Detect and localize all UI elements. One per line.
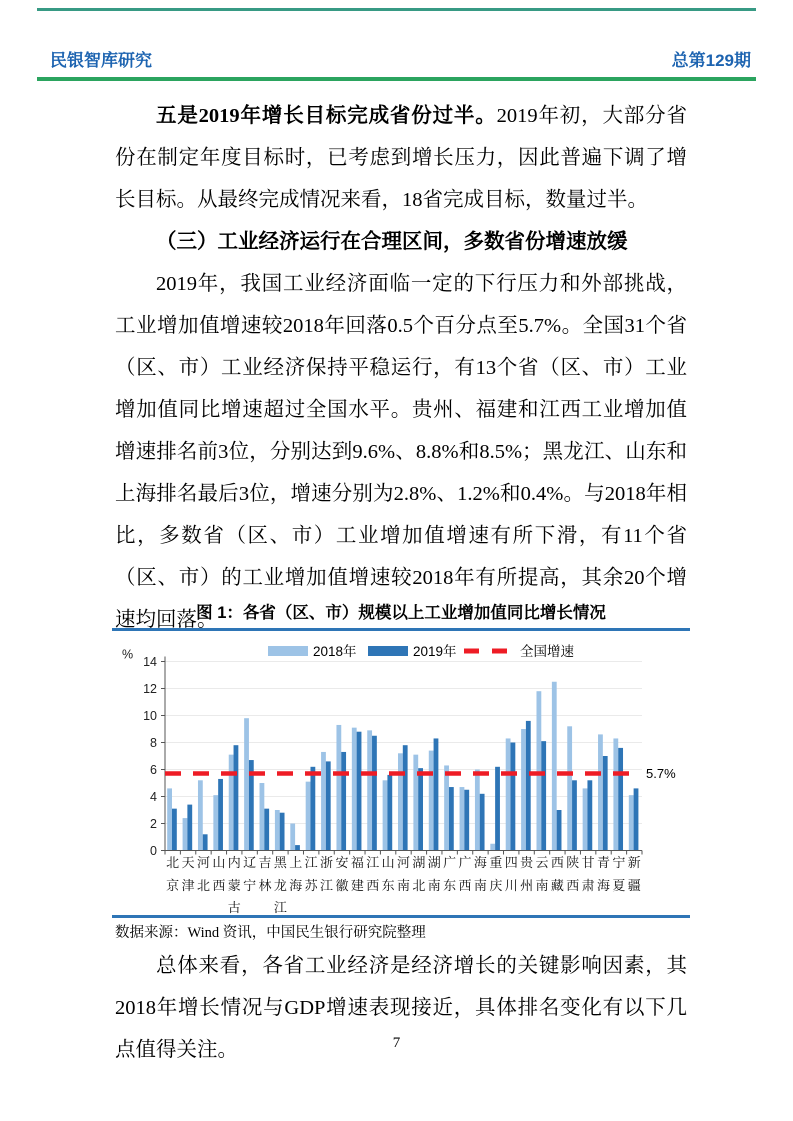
svg-text:重: 重 bbox=[489, 855, 503, 870]
figure1-box bbox=[112, 628, 690, 918]
bar-2019-黑龙江 bbox=[280, 813, 285, 851]
svg-text:吉: 吉 bbox=[258, 855, 272, 870]
svg-text:南: 南 bbox=[427, 878, 441, 893]
bar-2019-山东 bbox=[387, 775, 392, 851]
bar-2019-江西 bbox=[372, 736, 377, 851]
svg-text:宁: 宁 bbox=[243, 878, 257, 893]
bar-2019-山西 bbox=[218, 779, 223, 851]
figure1-source: 数据来源：Wind 资讯，中国民生银行研究院整理 bbox=[115, 925, 426, 941]
bar-2019-湖南 bbox=[434, 738, 439, 850]
bar-2019-甘肃 bbox=[587, 780, 592, 850]
svg-text:宁: 宁 bbox=[612, 855, 626, 870]
body-text bbox=[115, 95, 687, 641]
svg-text:新: 新 bbox=[627, 855, 641, 870]
svg-text:12: 12 bbox=[143, 682, 157, 696]
bar-2018-上海 bbox=[290, 824, 295, 851]
bar-2018-新疆 bbox=[629, 795, 634, 850]
chart-legend bbox=[268, 643, 574, 659]
svg-text:安: 安 bbox=[335, 855, 349, 870]
svg-text:海: 海 bbox=[473, 855, 487, 870]
bar-2019-西藏 bbox=[557, 810, 562, 851]
bar-2018-广西 bbox=[460, 787, 465, 850]
bar-2019-新疆 bbox=[634, 788, 639, 850]
bar-2018-辽宁 bbox=[244, 718, 249, 850]
bar-2018-安徽 bbox=[336, 725, 341, 851]
bar-2018-贵州 bbox=[521, 729, 526, 851]
bar-2018-北京 bbox=[167, 788, 172, 850]
header-underline bbox=[37, 77, 756, 81]
chart-x-labels bbox=[166, 855, 641, 915]
paragraph-1 bbox=[115, 95, 687, 221]
svg-text:2: 2 bbox=[150, 817, 157, 831]
svg-text:内: 内 bbox=[227, 855, 241, 870]
svg-text:14: 14 bbox=[143, 655, 157, 669]
svg-text:建: 建 bbox=[350, 878, 364, 893]
bar-2018-山西 bbox=[213, 795, 218, 850]
figure1-title: 图 1：各省（区、市）规模以上工业增加值同比增长情况 bbox=[196, 604, 606, 622]
chart-y-axis bbox=[122, 648, 165, 859]
svg-text:%: % bbox=[122, 647, 134, 662]
svg-text:南: 南 bbox=[473, 878, 487, 893]
header-brand: 民银智库研究 bbox=[50, 51, 152, 70]
svg-text:6: 6 bbox=[150, 763, 157, 777]
bar-2019-湖北 bbox=[418, 768, 423, 850]
bar-2018-内蒙古 bbox=[229, 755, 234, 851]
svg-text:河: 河 bbox=[196, 855, 210, 870]
svg-text:肃: 肃 bbox=[581, 878, 595, 893]
svg-text:北: 北 bbox=[412, 878, 426, 893]
page-header bbox=[50, 46, 751, 71]
bar-2018-河南 bbox=[398, 753, 403, 850]
bar-2018-黑龙江 bbox=[275, 810, 280, 851]
svg-text:西: 西 bbox=[458, 878, 472, 893]
svg-text:陕: 陕 bbox=[566, 855, 580, 870]
svg-text:京: 京 bbox=[166, 878, 180, 893]
bar-2018-江苏 bbox=[306, 782, 311, 851]
bar-2018-海南 bbox=[475, 770, 480, 851]
bar-2019-广西 bbox=[464, 790, 469, 851]
svg-text:津: 津 bbox=[181, 878, 195, 893]
bar-2019-广东 bbox=[449, 787, 454, 850]
bar-2019-河南 bbox=[403, 745, 408, 850]
svg-text:黑: 黑 bbox=[273, 855, 287, 870]
chart-bars bbox=[167, 682, 638, 851]
bar-2019-安徽 bbox=[341, 752, 346, 851]
svg-text:云: 云 bbox=[535, 855, 549, 870]
svg-text:州: 州 bbox=[520, 878, 534, 893]
bar-2018-重庆 bbox=[490, 844, 495, 851]
svg-text:西: 西 bbox=[566, 878, 580, 893]
section-heading: （三）工业经济运行在合理区间，多数省份增速放缓 bbox=[156, 231, 628, 253]
bar-2019-天津 bbox=[187, 805, 192, 851]
bar-2018-山东 bbox=[383, 780, 388, 850]
svg-text:福: 福 bbox=[350, 855, 364, 870]
svg-text:古: 古 bbox=[227, 900, 241, 915]
svg-text:蒙: 蒙 bbox=[227, 878, 241, 893]
svg-text:10: 10 bbox=[143, 709, 157, 723]
svg-text:藏: 藏 bbox=[550, 878, 564, 893]
svg-text:江: 江 bbox=[366, 855, 380, 870]
bar-2018-天津 bbox=[183, 818, 188, 850]
svg-text:海: 海 bbox=[597, 878, 611, 893]
svg-text:湖: 湖 bbox=[412, 855, 426, 870]
bar-2018-青海 bbox=[598, 734, 603, 850]
svg-text:8: 8 bbox=[150, 736, 157, 750]
body-text-2 bbox=[115, 945, 687, 1071]
svg-text:南: 南 bbox=[396, 878, 411, 893]
svg-text:江: 江 bbox=[273, 900, 287, 915]
bar-2019-海南 bbox=[480, 794, 485, 851]
bar-2018-湖北 bbox=[413, 755, 418, 851]
bar-2019-陕西 bbox=[572, 780, 577, 850]
svg-text:林: 林 bbox=[258, 878, 272, 893]
svg-text:甘: 甘 bbox=[581, 855, 595, 870]
bar-2019-福建 bbox=[357, 732, 362, 851]
bar-2018-宁夏 bbox=[613, 738, 618, 850]
bar-2019-内蒙古 bbox=[234, 745, 239, 850]
bar-2018-四川 bbox=[506, 738, 511, 850]
svg-text:川: 川 bbox=[504, 878, 518, 893]
svg-text:0: 0 bbox=[150, 844, 157, 858]
svg-text:龙: 龙 bbox=[273, 878, 287, 893]
svg-text:江: 江 bbox=[304, 855, 318, 870]
svg-text:山: 山 bbox=[381, 855, 395, 870]
paragraph-3: 总体来看，各省工业经济是经济增长的关键影响因素，其2018年增长情况与GDP增速表现接近，具体排名变化有以下几点值得关注。 bbox=[115, 955, 687, 1061]
bar-2018-河北 bbox=[198, 780, 203, 850]
bar-2018-江西 bbox=[367, 730, 372, 850]
svg-text:徽: 徽 bbox=[335, 878, 349, 893]
svg-text:东: 东 bbox=[381, 878, 395, 893]
svg-text:北: 北 bbox=[166, 855, 180, 870]
page-top-border bbox=[37, 8, 756, 11]
svg-text:北: 北 bbox=[196, 878, 210, 893]
bar-2019-云南 bbox=[541, 741, 546, 850]
svg-text:全国增速: 全国增速 bbox=[520, 644, 574, 659]
bar-2018-浙江 bbox=[321, 752, 326, 851]
svg-text:天: 天 bbox=[181, 855, 195, 870]
bar-2018-云南 bbox=[536, 691, 541, 850]
svg-text:南: 南 bbox=[535, 878, 549, 893]
svg-text:青: 青 bbox=[597, 855, 611, 870]
bar-2019-青海 bbox=[603, 756, 608, 851]
paragraph-2: 2019年，我国工业经济面临一定的下行压力和外部挑战，工业增加值增速较2018年回落0.5个百分点至5.7%。全国31个省（区、市）工业经济保持平稳运行，有13个省（区、市）工业增加值同比增速超过全国水平。贵州、福建和江西工业增加值增速排名前3位，分别达到9.6%、8.8%和8.5%；黑龙江、山东和上海排名最后3位，增速分别为2.8%、1.2%和0.4%。与2018年相比，多数省（区、市）工业增加值增速有所下滑，有11个省（区、市）的工业增加值增速较2018年有所提高，其余20个增速均回落。 bbox=[115, 273, 687, 631]
bar-2018-福建 bbox=[352, 728, 357, 851]
svg-text:浙: 浙 bbox=[320, 855, 334, 870]
svg-text:4: 4 bbox=[150, 790, 157, 804]
bar-2019-河北 bbox=[203, 834, 208, 850]
bar-2018-西藏 bbox=[552, 682, 557, 851]
bar-2019-宁夏 bbox=[618, 748, 623, 851]
svg-text:辽: 辽 bbox=[243, 855, 257, 870]
svg-text:海: 海 bbox=[289, 878, 303, 893]
svg-text:2018年: 2018年 bbox=[313, 644, 357, 659]
svg-text:西: 西 bbox=[550, 855, 564, 870]
national-rate-label: 5.7% bbox=[646, 766, 676, 782]
svg-text:苏: 苏 bbox=[304, 878, 318, 893]
paragraph-1-lead: 五是2019年增长目标完成省份过半。 bbox=[156, 105, 497, 127]
bar-2018-陕西 bbox=[567, 726, 572, 850]
bar-2019-重庆 bbox=[495, 767, 500, 851]
bar-2018-甘肃 bbox=[583, 788, 588, 850]
svg-text:山: 山 bbox=[212, 855, 226, 870]
figure1-chart bbox=[112, 631, 690, 915]
svg-text:西: 西 bbox=[366, 878, 380, 893]
svg-text:疆: 疆 bbox=[627, 878, 641, 893]
page-number: 7 bbox=[392, 1035, 401, 1051]
svg-text:上: 上 bbox=[289, 855, 303, 870]
svg-text:广: 广 bbox=[443, 855, 457, 870]
svg-text:湖: 湖 bbox=[427, 855, 441, 870]
bar-2018-湖南 bbox=[429, 751, 434, 851]
svg-text:庆: 庆 bbox=[489, 878, 503, 893]
bar-2019-吉林 bbox=[264, 809, 269, 851]
svg-text:东: 东 bbox=[443, 878, 457, 893]
bar-2018-吉林 bbox=[260, 783, 265, 851]
bar-2019-四川 bbox=[511, 743, 516, 851]
svg-text:西: 西 bbox=[212, 878, 226, 893]
svg-text:四: 四 bbox=[504, 855, 518, 870]
svg-text:广: 广 bbox=[458, 855, 472, 870]
header-issue-number: 总第129期 bbox=[671, 51, 751, 70]
bar-2018-广东 bbox=[444, 765, 449, 850]
svg-text:夏: 夏 bbox=[612, 878, 626, 893]
svg-text:2019年: 2019年 bbox=[413, 644, 457, 659]
paragraph-1-rest: 2019年初，大部分省份在制定年度目标时，已考虑到增长压力，因此普遍下调了增长目标。从最终完成情况来看，18省完成目标，数量过半。 bbox=[115, 105, 688, 211]
svg-text:河: 河 bbox=[396, 855, 411, 870]
bar-2019-上海 bbox=[295, 845, 300, 850]
svg-text:江: 江 bbox=[320, 878, 334, 893]
bar-2019-浙江 bbox=[326, 761, 331, 850]
svg-text:贵: 贵 bbox=[520, 855, 534, 870]
chart-x-axis bbox=[165, 851, 642, 855]
bar-2019-北京 bbox=[172, 809, 177, 851]
bar-2019-贵州 bbox=[526, 721, 531, 851]
bar-2019-江苏 bbox=[310, 767, 315, 851]
